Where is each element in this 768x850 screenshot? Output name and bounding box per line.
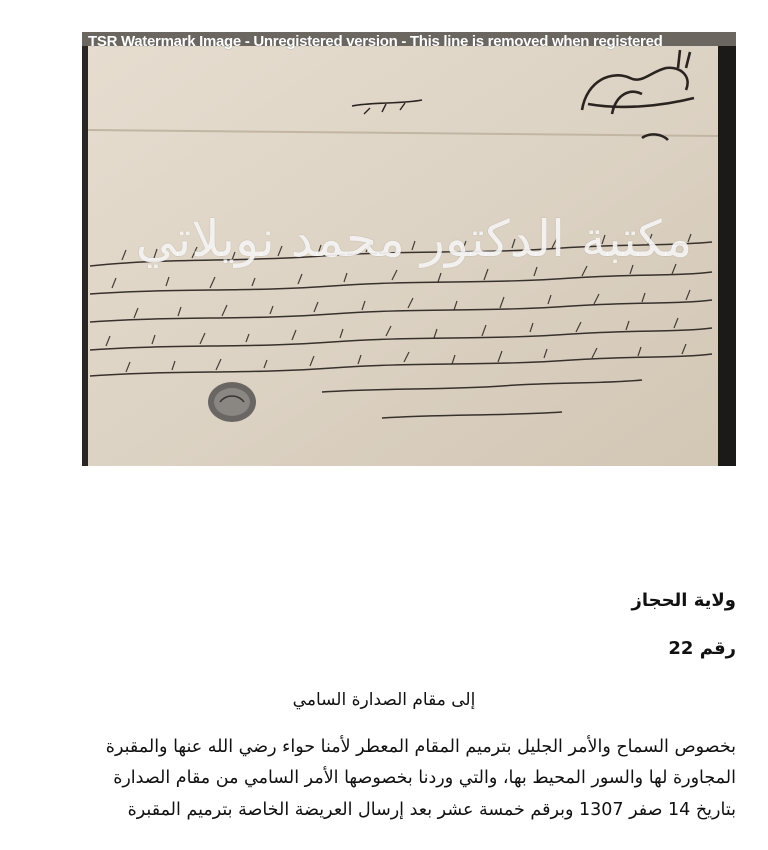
body-line-3: بتاريخ 14 صفر 1307 وبرقم خمسة عشر بعد إرسال العريضة الخاصة بترميم المقبرة [127, 800, 736, 820]
manuscript-scan [82, 32, 736, 466]
document-number: رقم 22 [668, 638, 736, 659]
body-line-2: المجاورة لها والسور المحيط بها، والتي وردنا بخصوصها الأمر السامي من مقام الصدارة [113, 768, 736, 788]
watermark-banner: TSR Watermark Image - Unregistered version - This line is removed when registered [88, 33, 663, 50]
library-watermark: مكتبة الدكتور محمد نويلاتي [135, 210, 693, 268]
body-line-1: بخصوص السماح والأمر الجليل بترميم المقام المعطر لأمنا حواء رضي الله عنها والمقبرة [105, 737, 736, 757]
seal-icon [208, 382, 256, 422]
province-heading: ولاية الحجاز [631, 590, 736, 611]
addressee-line: إلى مقام الصدارة السامي [292, 690, 476, 710]
